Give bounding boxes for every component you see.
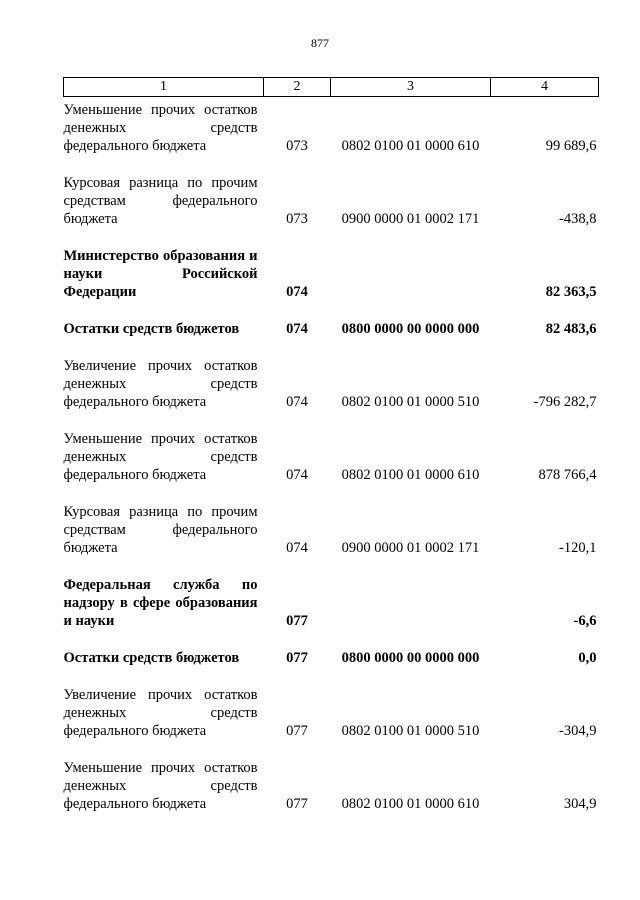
row-kbk-cell: 0900 0000 01 0002 171 [341, 211, 480, 227]
row-spacer [64, 630, 599, 649]
table-body [64, 97, 599, 814]
row-spacer [64, 557, 599, 576]
spacer-cell [64, 155, 599, 174]
row-spacer [64, 740, 599, 759]
row-kbk-cell: 0800 0000 00 0000 000 [341, 650, 480, 666]
row-code-cell: 077 [286, 613, 308, 629]
table-header [64, 78, 599, 97]
row-kbk-cell: 0900 0000 01 0002 171 [341, 540, 480, 556]
row-code-cell: 074 [286, 284, 308, 300]
spacer-cell [64, 630, 599, 649]
row-code-cell: 074 [286, 540, 308, 556]
row-kbk-cell: 0802 0100 01 0000 610 [341, 796, 480, 812]
row-kbk-cell: 0802 0100 01 0000 510 [341, 394, 480, 410]
row-name-cell: Уменьшение прочих остатков денежных средств федерального бюджета [63, 431, 258, 483]
row-spacer [64, 301, 599, 320]
spacer-cell [64, 338, 599, 357]
row-spacer [64, 228, 599, 247]
row-kbk-cell [331, 576, 491, 630]
table-row [64, 759, 599, 813]
row-name-cell: Федеральная служба по надзору в сфере образования и науки [63, 577, 258, 629]
table-row [64, 686, 599, 740]
row-name-cell: Курсовая разница по прочим средствам федерального бюджета [63, 175, 258, 227]
row-kbk-cell: 0802 0100 01 0000 510 [341, 723, 480, 739]
row-amount-cell: 82 363,5 [545, 284, 597, 300]
table-row [64, 576, 599, 630]
row-name-cell: Министерство образования и науки Российской Федерации [63, 248, 258, 300]
row-code-cell: 073 [286, 211, 308, 227]
row-amount-cell: -120,1 [559, 540, 597, 556]
row-amount-cell: 304,9 [563, 796, 597, 812]
row-amount-cell: 99 689,6 [545, 138, 597, 154]
header-col-2: 2 [264, 78, 331, 97]
spacer-cell [64, 557, 599, 576]
row-code-cell: 073 [286, 138, 308, 154]
spacer-cell [64, 667, 599, 686]
row-amount-cell: -6,6 [573, 613, 597, 629]
table-row [64, 357, 599, 411]
spacer-cell [64, 411, 599, 430]
row-spacer [64, 338, 599, 357]
spacer-cell [64, 301, 599, 320]
row-name-cell: Остатки средств бюджетов [63, 321, 240, 337]
header-col-4: 4 [491, 78, 599, 97]
row-spacer [64, 155, 599, 174]
row-amount-cell: -304,9 [559, 723, 597, 739]
row-code-cell: 074 [286, 321, 308, 337]
budget-table [63, 77, 599, 813]
row-code-cell: 074 [286, 394, 308, 410]
table-row [64, 97, 599, 156]
row-kbk-cell: 0800 0000 00 0000 000 [341, 321, 480, 337]
spacer-cell [64, 484, 599, 503]
spacer-cell [64, 740, 599, 759]
table-row [64, 649, 599, 667]
header-col-3: 3 [331, 78, 491, 97]
table-row [64, 174, 599, 228]
table-row [64, 430, 599, 484]
row-spacer [64, 411, 599, 430]
row-amount-cell: 82 483,6 [545, 321, 597, 337]
row-code-cell: 077 [286, 723, 308, 739]
row-kbk-cell: 0802 0100 01 0000 610 [341, 467, 480, 483]
row-amount-cell: -796 282,7 [533, 394, 597, 410]
table-row [64, 320, 599, 338]
row-name-cell: Уменьшение прочих остатков денежных средств федерального бюджета [63, 760, 258, 812]
row-name-cell: Остатки средств бюджетов [63, 650, 240, 666]
row-amount-cell: 878 766,4 [538, 467, 597, 483]
row-name-cell: Увеличение прочих остатков денежных средств федерального бюджета [63, 358, 258, 410]
row-name-cell: Уменьшение прочих остатков денежных средств федерального бюджета [63, 102, 258, 154]
row-code-cell: 077 [286, 650, 308, 666]
row-kbk-cell: 0802 0100 01 0000 610 [341, 138, 480, 154]
row-spacer [64, 667, 599, 686]
row-spacer [64, 484, 599, 503]
row-code-cell: 077 [286, 796, 308, 812]
row-amount-cell: -438,8 [559, 211, 597, 227]
header-row [64, 78, 599, 97]
table-row [64, 247, 599, 301]
row-kbk-cell [331, 247, 491, 301]
row-name-cell: Курсовая разница по прочим средствам федерального бюджета [63, 504, 258, 556]
header-col-1: 1 [64, 78, 264, 97]
spacer-cell [64, 228, 599, 247]
row-name-cell: Увеличение прочих остатков денежных средств федерального бюджета [63, 687, 258, 739]
row-amount-cell: 0,0 [578, 650, 597, 666]
page-number: 877 [311, 36, 329, 50]
row-code-cell: 074 [286, 467, 308, 483]
table-row [64, 503, 599, 557]
